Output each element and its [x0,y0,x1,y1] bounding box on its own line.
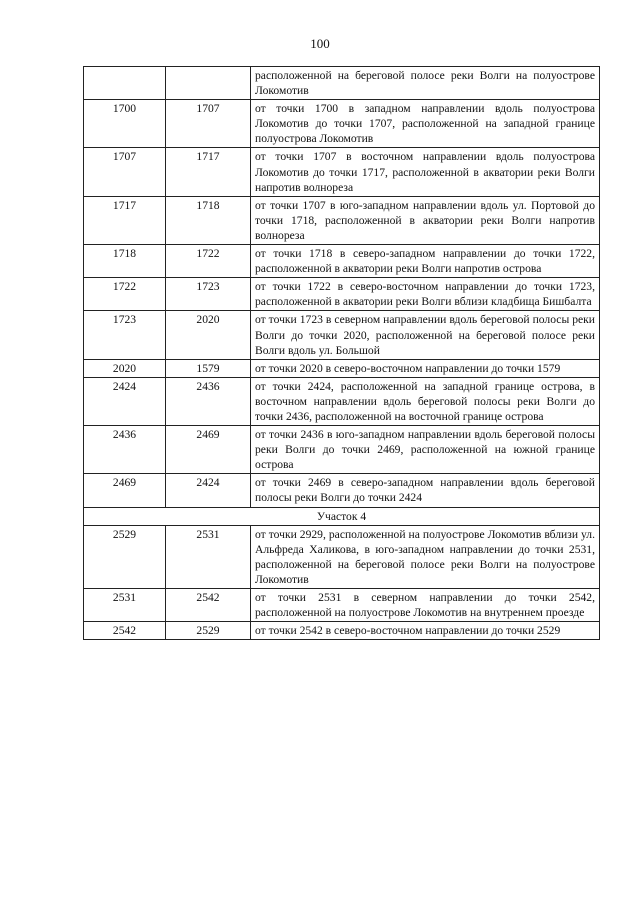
to-point-cell: 2020 [166,311,251,359]
from-point-cell [84,67,166,100]
description-cell: расположенной на береговой полосе реки Волги на полуострове Локомотив [251,67,600,100]
description-cell: от точки 2929, расположенной на полуострове Локомотив вблизи ул. Альфреда Халикова, в юго-западном направлении до точки 2531, расположенной на береговой полосе реки Волги на полуострове Локомотив [251,525,600,588]
table-row [84,377,600,425]
from-point-cell: 1718 [84,245,166,278]
description-cell: от точки 1722 в северо-восточном направлении до точки 1723, расположенной в акватории реки Волги вблизи кладбища Бишбалта [251,278,600,311]
from-point-cell: 2542 [84,622,166,640]
table-row [84,148,600,196]
description-cell: от точки 1718 в северо-западном направлении до точки 1722, расположенной в акватории реки Волги напротив острова [251,245,600,278]
table-row [84,67,600,100]
table-row [84,359,600,377]
from-point-cell: 1723 [84,311,166,359]
table-row [84,278,600,311]
description-cell: от точки 1723 в северном направлении вдоль береговой полосы реки Волги до точки 2020, расположенной на береговой полосе реки Волги вдоль ул. Большой [251,311,600,359]
table-row [84,525,600,588]
from-point-cell: 2424 [84,377,166,425]
table-row [84,426,600,474]
description-cell: от точки 1707 в юго-западном направлении вдоль ул. Портовой до точки 1718, расположенной в акватории реки Волги напротив волнореза [251,196,600,244]
description-cell: от точки 2436 в юго-западном направлении вдоль береговой полосы реки Волги до точки 2469, расположенной на южной границе острова [251,426,600,474]
table-row [84,622,600,640]
page-number: 100 [310,36,330,51]
from-point-cell: 1717 [84,196,166,244]
to-point-cell: 2529 [166,622,251,640]
description-cell: от точки 2020 в северо-восточном направлении до точки 1579 [251,359,600,377]
to-point-cell: 1707 [166,100,251,148]
to-point-cell: 2531 [166,525,251,588]
table-row [84,589,600,622]
boundary-table [83,66,600,640]
description-cell: от точки 1700 в западном направлении вдоль полуострова Локомотив до точки 1707, расположенной на западной границе полуострова Локомотив [251,100,600,148]
table-row [84,311,600,359]
from-point-cell: 2469 [84,474,166,507]
to-point-cell: 1722 [166,245,251,278]
from-point-cell: 2531 [84,589,166,622]
to-point-cell: 1718 [166,196,251,244]
table-row [84,245,600,278]
description-cell: от точки 2469 в северо-западном направлении вдоль береговой полосы реки Волги до точки 2424 [251,474,600,507]
to-point-cell [166,67,251,100]
from-point-cell: 2020 [84,359,166,377]
to-point-cell: 2424 [166,474,251,507]
description-cell: от точки 2531 в северном направлении до точки 2542, расположенной на полуострове Локомотив на внутреннем проезде [251,589,600,622]
table-row [84,474,600,507]
section-header-row [84,507,600,525]
to-point-cell: 1717 [166,148,251,196]
from-point-cell: 2529 [84,525,166,588]
table-row [84,196,600,244]
to-point-cell: 2469 [166,426,251,474]
section-title: Участок 4 [84,507,600,525]
from-point-cell: 1700 [84,100,166,148]
from-point-cell: 2436 [84,426,166,474]
description-cell: от точки 2542 в северо-восточном направлении до точки 2529 [251,622,600,640]
to-point-cell: 2436 [166,377,251,425]
description-cell: от точки 1707 в восточном направлении вдоль полуострова Локомотив до точки 1717, расположенной в акватории реки Волги напротив волнореза [251,148,600,196]
to-point-cell: 1723 [166,278,251,311]
to-point-cell: 2542 [166,589,251,622]
to-point-cell: 1579 [166,359,251,377]
table-row [84,100,600,148]
from-point-cell: 1722 [84,278,166,311]
description-cell: от точки 2424, расположенной на западной границе острова, в восточном направлении вдоль береговой полосы реки Волги до точки 2436, расположенной на восточной границе острова [251,377,600,425]
from-point-cell: 1707 [84,148,166,196]
